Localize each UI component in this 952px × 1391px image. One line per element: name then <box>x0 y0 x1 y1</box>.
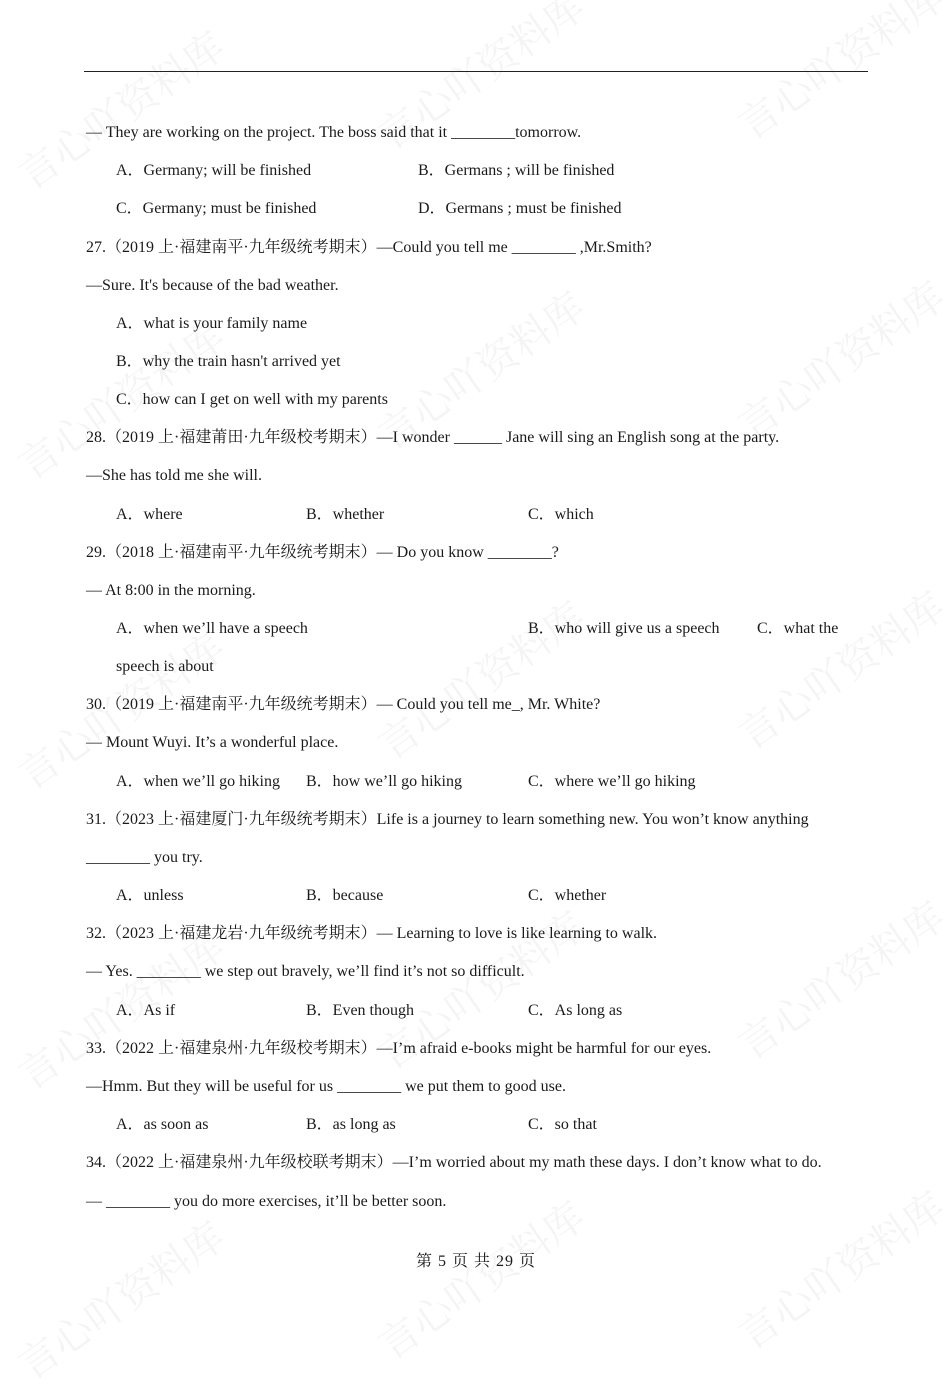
option-b: B．Germans ; will be finished <box>418 162 615 179</box>
question-stem-continued: ________ you try. <box>86 849 203 866</box>
option-b: B．whether <box>306 506 385 523</box>
option-b: B．why the train hasn't arrived yet <box>116 353 341 370</box>
option-c: C．Germany; must be finished <box>116 200 317 217</box>
question-reply: — Mount Wuyi. It’s a wonderful place. <box>86 734 339 751</box>
option-a: A．where <box>116 506 183 523</box>
question-stem: — They are working on the project. The boss said that it ________tomorrow. <box>86 124 582 141</box>
question-reply: — ________ you do more exercises, it’ll be better soon. <box>86 1193 447 1210</box>
option-b: B．because <box>306 887 384 904</box>
option-a: A．as soon as <box>116 1116 209 1133</box>
option-c: C．what the <box>757 620 839 637</box>
question-reply: — At 8:00 in the morning. <box>86 582 256 599</box>
option-c: C．which <box>528 506 594 523</box>
option-c: C．whether <box>528 887 607 904</box>
watermark-text <box>365 586 594 770</box>
question-stem: 32.（2023 上·福建龙岩·九年级统考期末）— Learning to love is like learning to walk. <box>86 925 658 942</box>
option-c: C．As long as <box>528 1002 623 1019</box>
option-b: B．how we’ll go hiking <box>306 773 462 790</box>
option-a: A．when we’ll have a speech <box>116 620 308 637</box>
option-c: C．so that <box>528 1116 597 1133</box>
question-reply: —Hmm. But they will be useful for us ________ we put them to good use. <box>86 1078 566 1095</box>
header-rule <box>84 71 868 72</box>
option-d: D．Germans ; must be finished <box>418 200 622 217</box>
watermark-text <box>725 0 952 151</box>
question-stem: 33.（2022 上·福建泉州·九年级校考期末）—I’m afraid e-books might be harmful for our eyes. <box>86 1040 712 1057</box>
question-stem: 31.（2023 上·福建厦门·九年级统考期末）Life is a journey to learn something new. You won’t know anything <box>86 811 809 828</box>
option-a: A．when we’ll go hiking <box>116 773 280 790</box>
option-c-continued: speech is about <box>116 658 214 675</box>
option-b: B．as long as <box>306 1116 396 1133</box>
watermark-text <box>725 576 952 760</box>
option-a: A．what is your family name <box>116 315 308 332</box>
option-a: A．unless <box>116 887 184 904</box>
watermark-text <box>5 1206 234 1390</box>
question-stem: 28.（2019 上·福建莆田·九年级校考期末）—I wonder ______ Jane will sing an English song at the party. <box>86 429 780 446</box>
watermark-text <box>725 266 952 450</box>
option-b: B．who will give us a speech <box>528 620 720 637</box>
question-reply: — Yes. ________ we step out bravely, we’ll find it’s not so difficult. <box>86 963 525 980</box>
option-a: A．Germany; will be finished <box>116 162 312 179</box>
question-stem: 30.（2019 上·福建南平·九年级统考期末）— Could you tell me_, Mr. White? <box>86 696 601 713</box>
option-c: C．where we’ll go hiking <box>528 773 696 790</box>
option-b: B．Even though <box>306 1002 414 1019</box>
option-c: C．how can I get on well with my parents <box>116 391 388 408</box>
question-stem: 27.（2019 上·福建南平·九年级统考期末）—Could you tell me ________ ,Mr.Smith? <box>86 239 652 256</box>
question-reply: —She has told me she will. <box>86 467 262 484</box>
page-number: 第 5 页 共 29 页 <box>415 1253 536 1270</box>
question-stem: 34.（2022 上·福建泉州·九年级校联考期末）—I’m worried about my math these days. I don’t know what to do. <box>86 1154 822 1171</box>
watermark-text <box>725 886 952 1070</box>
option-a: A．As if <box>116 1002 176 1019</box>
question-stem: 29.（2018 上·福建南平·九年级统考期末）— Do you know ________? <box>86 544 559 561</box>
watermark-text <box>365 1186 594 1370</box>
question-reply: —Sure. It's because of the bad weather. <box>86 277 339 294</box>
